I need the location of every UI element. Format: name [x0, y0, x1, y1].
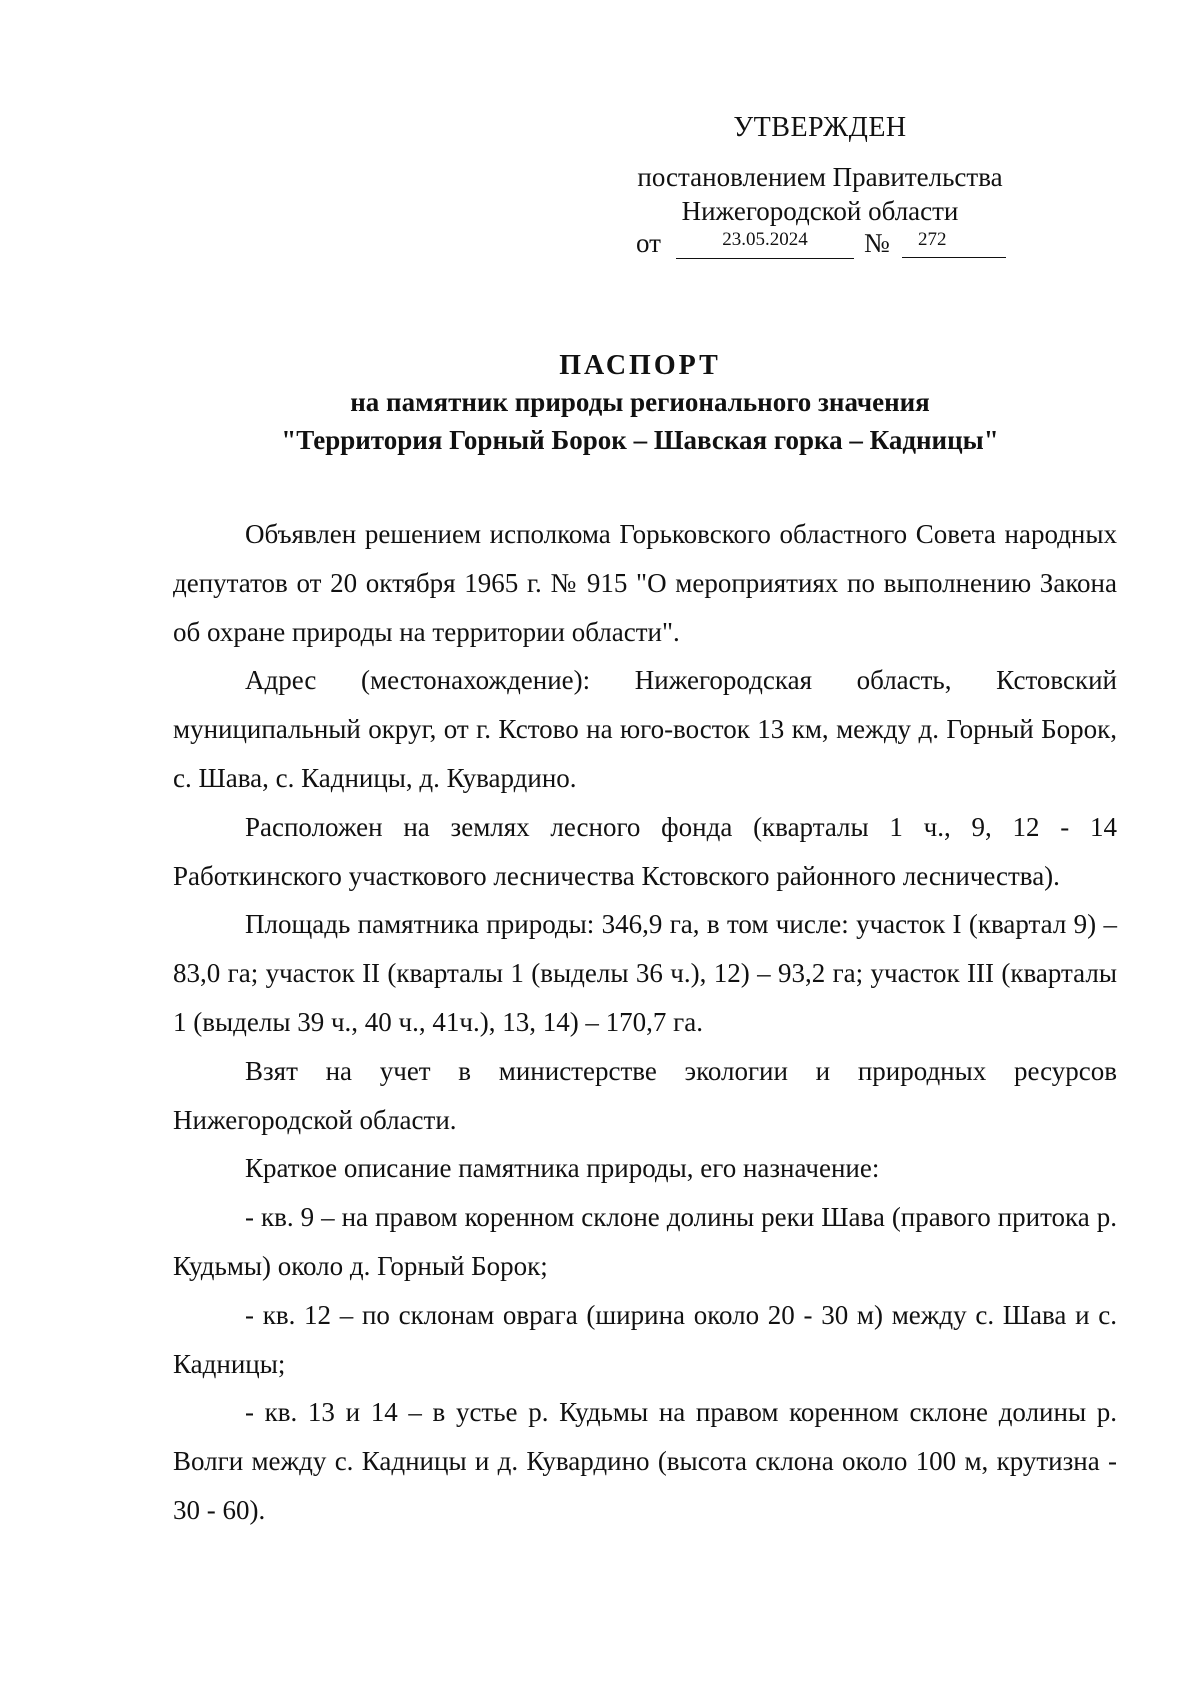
document-subtitle-2: "Территория Горный Борок – Шавская горка – Кадницы" [281, 425, 999, 455]
paragraph-area: Площадь памятника природы: 346,9 га, в том числе: участок I (квартал 9) – 83,0 га; участок II (кварталы 1 (выделы 36 ч.), 12) – 93,2 га; участок III (кварталы 1 (выделы 39 ч., 40 ч., 41ч.), 13, 14) – 170,7 га. [173, 909, 1117, 1037]
approval-number: 272 [902, 228, 1006, 258]
approval-title: УТВЕРЖДЕН [733, 112, 907, 143]
paragraph-location: Расположен на землях лесного фонда (кварталы 1 ч., 9, 12 - 14 Работкинского участкового лесничества Кстовского районного лесничества). [173, 811, 1117, 891]
paragraph-announcement: Объявлен решением исполкома Горьковского областного Совета народных депутатов от 20 октября 1965 г. № 915 "О мероприятиях по выполнению Закона об охране природы на территории области". [173, 519, 1117, 647]
approval-date: 23.05.2024 [676, 228, 854, 259]
document-title: ПАСПОРТ [559, 350, 721, 381]
document-body [173, 510, 1117, 1535]
paragraph-description-intro: Краткое описание памятника природы, его назначение: [245, 1153, 880, 1184]
paragraph-quarter-13-14: - кв. 13 и 14 – в устье р. Кудьмы на правом коренном склоне долины р. Волги между с. Кадницы и д. Кувардино (высота склона около 100 м, крутизна - 30 - 60). [173, 1397, 1117, 1525]
paragraph-registration: Взят на учет в министерстве экологии и природных ресурсов Нижегородской области. [173, 1055, 1117, 1135]
paragraph-quarter-12: - кв. 12 – по склонам оврага (ширина около 20 - 30 м) между с. Шава и с. Кадницы; [173, 1299, 1117, 1379]
approval-line-2: Нижегородской области [681, 196, 959, 226]
paragraph-address: Адрес (местонахождение): Нижегородская область, Кстовский муниципальный округ, от г. Кстово на юго-восток 13 км, между д. Горный Борок, с. Шава, с. Кадницы, д. Кувардино. [173, 665, 1117, 793]
approval-line-1: постановлением Правительства [637, 162, 1003, 192]
approval-date-number-row [636, 228, 1016, 268]
paragraph-quarter-9: - кв. 9 – на правом коренном склоне долины реки Шава (правого притока р. Кудьмы) около д. Горный Борок; [173, 1202, 1117, 1281]
document-subtitle-1: на памятник природы регионального значения [350, 387, 930, 417]
number-sign: № [864, 228, 890, 258]
from-label: от [636, 228, 661, 258]
